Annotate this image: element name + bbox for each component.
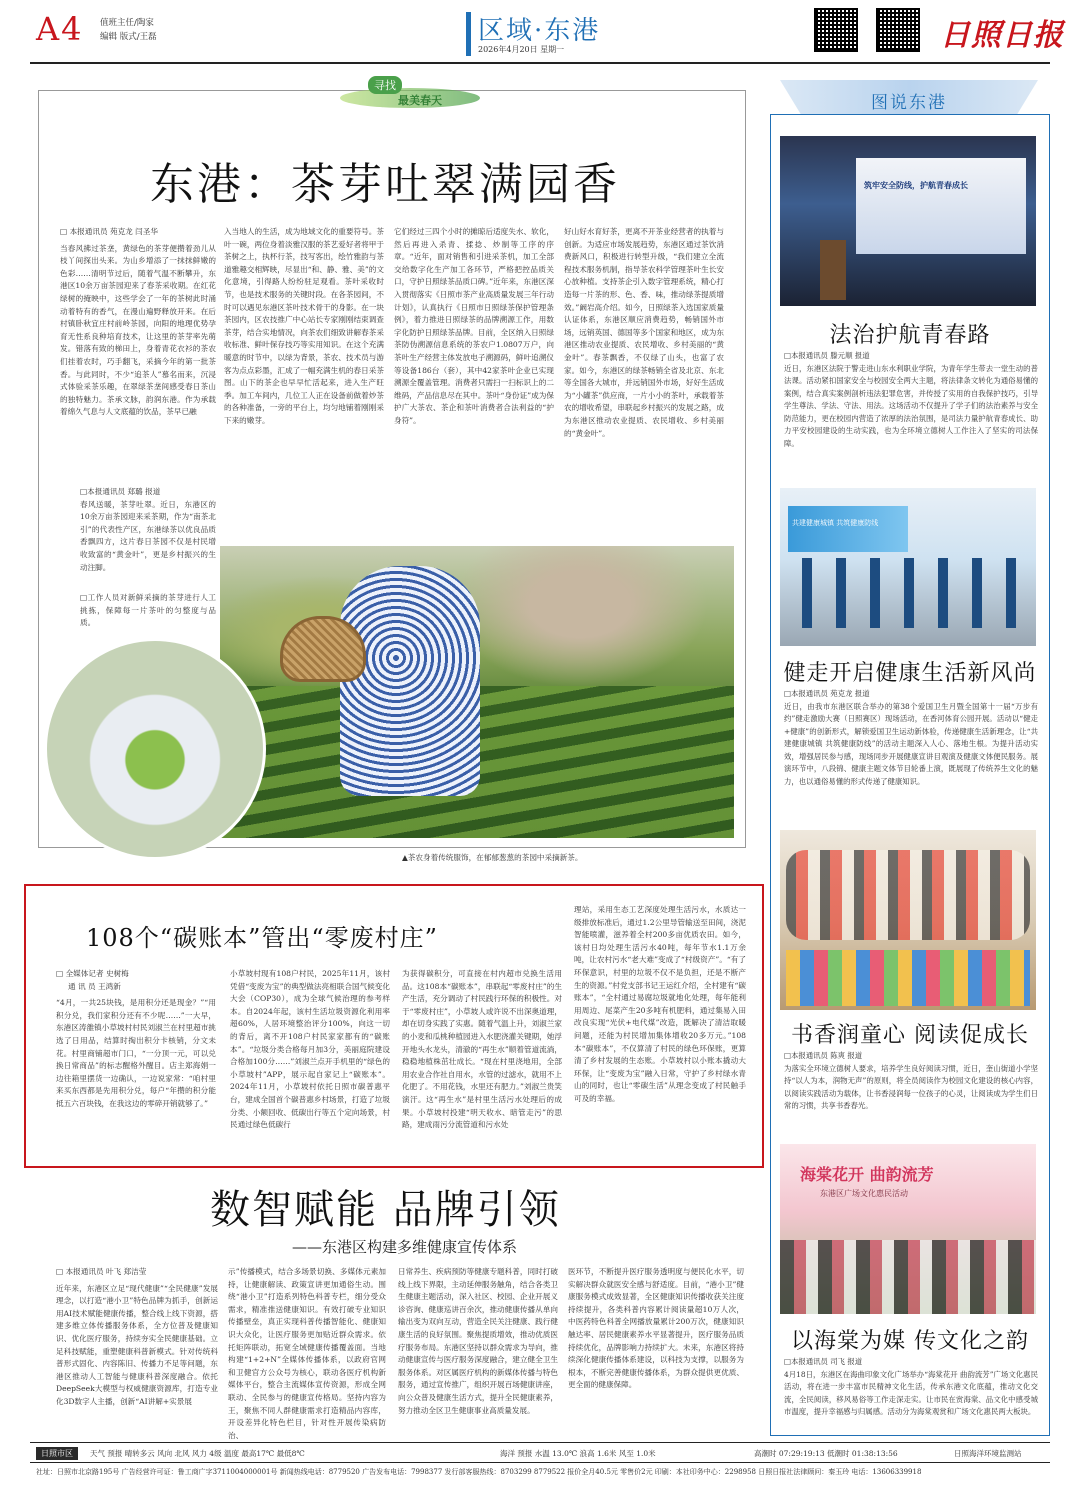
issue-date: 2026年4月20日 星期一: [478, 45, 565, 54]
performers: [790, 558, 1026, 628]
qr-code-1[interactable]: [814, 8, 858, 52]
spring-badge: [340, 72, 480, 116]
photo-caption-a: □本报通讯员 郑璐 报道 春风送暖，茶芽吐翠。近日，东港区的10余万亩茶园迎来采茶期，作为“南茶北引”的代表性产区，东港绿茶以优良品质香飘四方，这片春日茶园不仅是村民增收致富的“黄金叶”，更是乡村振兴的生动注脚。: [80, 487, 216, 572]
feature-text-1: 当春风拂过茶垄，黄绿色的茶芽便攒着劲儿从枝丫间探出头来。为山乡增添了一抹抹鲜嫩的色彩……清明节过后，随着气温不断攀升，东港区10余万亩茶园迎来了春茶采收期。在红花绿树的掩映中，这些学会了一年的茶树此时涌动着特有的香气，在漫山遍野释放开来。在后村镇卧秋宜庄村前岭茶园，向阳的地理优势孕育无性系良种培育技术，让这里的茶芽率先萌发。错落有致的梯田上，身着青花衣衫的茶农们挂着农时，巧手翻飞，采摘今年的第一批茶香。与此同时，不少“追茶人”慕名而来，沉浸式体验采茶乐趣，在翠绿茶垄间感受春日茶山的独特魅力。茶承文脉，韵润东港。作为承载着绵久气息与人文底蕴的饮品，茶早已融: [60, 243, 216, 417]
health-col-1: [56, 1266, 218, 1430]
feature-text-2: 入当地人的生活，成为地域文化的重要符号。茶叶一碗，两位身着淡雅汉服的茶艺爱好者将甲于茶树之上，执杯行茶，技写客出，绘竹雅韵与茶道雅趣交相辉映，尽显出“和、静、雅、美”的文化意境，引得路人纷纷驻足观看。茶叶采收时节，也是技术服务的关键时段。在各茶园间，不时可以遇见东港区茶叶技术骨干的身影。在一块茶园内，区农技推广中心站长专家刚刚结束调查茶芽，结合实地情况，向茶农们细致讲解春茶采收标准、鲜叶保存技巧等实用知识。在这个充满暖意的时节中，以绿为背景，茶农、技术员与游客为点点彩墨，汇成了一幅充满生机的春日采茶图。山下的茶企也早早忙活起来，进入生产旺季。加工车间内，几位工人正在设备前做着炒茶的各种准备，一旁的平台上，均匀地铺着刚刚采下来的嫩芽。: [224, 227, 384, 425]
sidebar-title-4: 以海棠为媒 传文化之韵: [791, 1329, 1029, 1354]
footer: [30, 1442, 1050, 1492]
health-text-4: 医环节，不断提升医疗服务透明度与便民化水平，切实解决群众就医安全感与舒适度。目前，“港小卫”健康服务模式成效显著，全区健康知识传播收获关注度持续提升，各类科普内容累计阅读量超10万人次，中医药特色科普全网播放量累计200万次，健康知识触达率、居民健康素养水平显著提升，医疗服务品质持续优化，品牌影响力持续扩大。未来，东港区将持续深化健康传播体系建设，以科技为支撑，以服务为根本，不断完善健康传播体系，为群众提供更优质、更全面的健康保障。: [568, 1267, 744, 1390]
carbon-text-1: “4月，一共25块钱，是用积分还是现金？”“用积分兑，我们家积分还有不少呢……”一大早，东港区涛雒镇小草坡村村民刘淑兰在村里超市挑选了日用品，结算时掏出积分卡核销，分文未花。村里商铺超市门口，“一分顶一元，可以兑换日常商品”的标志醒格外醒目。店主郑海娟一边往箱里摆货一边确认，一边说家常：“咱村里来买东西都是先用积分兑，每户“年攒的积分能抵五六百块钱，在我这边的零碎开销就够了。”: [56, 998, 216, 1108]
photo-caption-main: ▲茶农身着传统服饰，在郁郁葱葱的茶园中采摘新茶。: [402, 853, 583, 862]
tea-basket: [280, 616, 366, 682]
sidebar-text-1: [784, 350, 1038, 478]
feature-title: 东港：茶芽吐翠满园香: [150, 159, 620, 210]
feature-col-2: [224, 226, 384, 488]
stage-screen: [856, 158, 1026, 254]
sidebar-text-4: [784, 1356, 1038, 1432]
health-col-2: [228, 1266, 386, 1440]
editor-line-1: 值班主任/陶家: [100, 18, 154, 28]
section-title: 区域·东港: [478, 16, 601, 46]
carbon-text-2: 小草坡村现有108户村民，2025年11月，该村凭借“变废为宝”的典型做法亮相联合国气候变化大会（COP30），成为全球气候治理的参考样本。自2024年起，该村生活垃圾资源化利用率超60%，人居环境整治评分100%，向这一切的背后，离不开108户村民家家都有的“碳账本”。“垃圾分类合格每月加3分，美丽庭院建设合格加100分……”刘淑兰点开手机里的“绿色的小草坡村”APP，展示起自家记上“碳账本”。2024年11月，小草坡村依托日照市碳普惠平台，建成全国首个碳普惠乡村场景，打造了垃圾分类、小额回收、低碳出行等五个定向场景，村民通过绿色低碳行: [230, 969, 390, 1130]
event-banner-text: 共建健康城镇 共筑健康防线: [792, 519, 879, 527]
carbon-col-3: [402, 968, 562, 1156]
monitor-station: 日照海洋环境监测站: [954, 1449, 1022, 1458]
sidebar-photo-reading: [780, 830, 1036, 1010]
poster-subtitle: 东港区广场文化惠民活动: [820, 1189, 908, 1198]
feature-text-4: 好山好水育好茶，更离不开茶业经营者的执着与创新。为适应市场发展趋势，东港区通过茶饮消费新风口，积极进行转型升级，“我们建立全流程技术服务机制，指导茶农科学管理茶叶生长安心放种植。支持茶企引入数字管理系统，精心打造每一片茶的形、色、香、味，推动绿茶提质增效。”阚岩高介绍。如今，日照绿茶入选国家质量认证体系，东港区顺应消费趋势，畅销国外市场，远销英国、德国等多个国家和地区，成为东港区推动农业提质、农民增收、乡村美丽的“黄金叶”。春茶飘香，不仅绿了山头，也富了农家。如今，东港区的绿茶畅销全省及北京、东北等全国各大城市，并远销国外市场，好好生活成为“小罐茶”供应商，一片小小的茶叶，承载着茶农的增收希望，串联起乡村振兴的发展之路，成为东港区推动农业提质、农民增收、乡村美丽的“黄金叶”。: [564, 227, 724, 438]
sidebar-body-2: 近日，由我市东港区联合举办的第38个爱国卫生月暨全国第十一届“万步有约”健走激励大赛（日照赛区）现场活动，在香河体育公园开展。活动以“健走+健康”的创新形式，解锁爱国卫生运动新体验，传递健康生活新理念，让“共建健康城镇 共筑健康防线”的活动主题深入人心、落地生根。为提升活动实效，增强居民参与感，现场同步开展健康宣讲目观演及健康文体便民服务。展演环节中，八段锦、健康主题文体节目轮番上演，既展现了传统养生文化的魅力，也以通俗易懂的形式传递了健康知识。: [784, 701, 1038, 786]
badge-top: 寻找: [368, 76, 402, 94]
tide-times: 高潮时 07:29:19:13 低潮时 01:38:13:56: [754, 1449, 898, 1458]
editor-line-2: 编辑 版式/王磊: [100, 32, 157, 42]
sidebar-byline-3: □本报通讯员 陈爽 报道: [784, 1051, 863, 1060]
feature-col-4: [564, 226, 724, 488]
footer-rule: [30, 1442, 1050, 1443]
carbon-text-3: 为获得碳积分，可直接在村内超市兑换生活用品。这108本“碳账本”，串联起“零废村庄”的生产生活，充分调动了村民践行环保的积极性。对于“零废村庄”，小草坡人或许说不出深奥道理，却在切身实践了实惠。随着气温上升，刘淑兰家的小麦和瓜桃种植园进入水肥浇灌关键期，她浮开地头水龙头，清澈的“再生水”顺着管道流淌，稳稳地植株茁壮成长。“现在村里浇地用，全部用农业合作社自用水，水管的过滤水，就用不上化肥了。不用花钱，水里还有肥力。”刘淑兰贵笑演汗。这“再生水”是村里生活污水处理后的成果。小草坡村投建“明天收水、暗管走污”的思路，建成雨污分流管道和污水处: [402, 969, 562, 1130]
feature-byline: □ 本报通讯员 苑克龙 闫圣华: [60, 227, 158, 236]
carbon-text-4: 理站，采用生态工艺深度处理生活污水，水质达一级排放标准后，通过1.2公里导管输送至田间，浇泥智能喷灌，滋养着全村200多亩优质农田。如今，该村日均处理生活污水40吨，每年节水1.1万余吨，让农村污水“老大难”变成了“村级资产”。“有了环保意识，村里的垃圾不仅不是负担，还是不断产生的资源。”村党支部书记王运红介绍，全村建有“碳账本”，“全村通过易腐垃圾就地化处理，每年能利用周边、尾菜产生20多吨有机肥料，通过集易入田改良实现“光伏+电代煤”改造，既解决了清洁取暖问题，还能为村民增加集体增收20多万元。”108本“碳账本”，不仅算清了村民的绿色环保账，更算清了乡村发展的生态账。小草坡村以小账本撬动大环保，让“变废为宝”融入日常，守护了乡村绿水青山的同时，也让“零碳生活”从理念变成了村民触手可及的幸福。: [574, 905, 746, 1103]
footer-label: 日照市区: [36, 1447, 78, 1460]
sidebar-byline-1: □本报通讯员 滕元顺 报道: [784, 351, 870, 360]
section-bar: [466, 12, 471, 56]
sidebar-text-2: [784, 688, 1038, 830]
header-rule: [30, 62, 1050, 64]
tea-picking-photo: [220, 546, 734, 838]
badge-bottom: 最美春天: [398, 94, 442, 107]
feature-col-1: [60, 226, 216, 488]
feature-text-3: 它们经过三四个小时的摊晾后适度失水、软化，然后再进入杀青、揉捻、炒制等工序的序章。“近年，面对销售和引进采茶机，加工全部交给数字化生产加工各环节，严格把控品质关口，守护日照绿茶品质口碑。”近年来，东港区深入贯彻落实《日照市茶产业高质量发展三年行动计划》，认真执行《日照市日照绿茶保护管理条例》，着力推进日照绿茶的品牌溯源工作，用数字化防护日照绿茶品牌。目前，全区纳入日照绿茶防伪溯源信息系统的茶农户1.0807万户，向茶叶生产经营主体发放电子溯源码，鲜叶追溯仪等设备186台（套），其中42家茶叶企业已实现溯源全覆盖管理。消费者只需扫一扫标识上的二维码，产品信息尽在其中。茶叶“身份证”成为保护广大茶农、茶企和茶叶消费者合法利益的“护身符”。: [394, 227, 554, 425]
sidebar-byline-2: □本报通讯员 苑克龙 报道: [784, 689, 870, 698]
footer-rule-2: [30, 1462, 1050, 1463]
sidebar-byline-4: □本报通讯员 司飞 报道: [784, 1357, 863, 1366]
carbon-byline-1: □ 全媒体记者 史树梅: [56, 969, 129, 978]
feature-col-3: [394, 226, 554, 488]
sidebar-title-2: 健走开启健康生活新风尚: [783, 661, 1037, 686]
health-col-3: [398, 1266, 558, 1430]
health-col-4: [568, 1266, 744, 1430]
carbon-col-2: [230, 968, 390, 1156]
health-subtitle: ——东港区构建多维健康宣传体系: [292, 1238, 518, 1256]
carbon-title: 108个“碳账本”管出“零废村庄”: [86, 924, 438, 952]
sea-forecast: 海洋 预报 水温 13.0℃ 浪高 1.6米 风至 1.0米: [500, 1449, 656, 1458]
stage-screen-title: 筑牢安全防线，护航青春成长: [864, 181, 968, 190]
carbon-col-1: [56, 968, 216, 1156]
crowd: [780, 1240, 1036, 1314]
sidebar-photo-walk: [780, 488, 1036, 646]
podium: [820, 240, 846, 300]
sidebar-photo-law: [780, 136, 1036, 306]
sidebar-photo-begonia: [780, 1144, 1036, 1314]
poster-title: 海棠花开 曲韵流芳: [800, 1165, 934, 1184]
weather-forecast: 天气 预报 晴转多云 风向 北风 风力 4级 温度 最高17℃ 最低8℃: [90, 1449, 305, 1458]
sidebar-body-3: 为落实全环境立德树人要求，培养学生良好阅读习惯，近日，奎山街道小学坚持“以人为本，润物无声”的原则，将全员阅读作为校园文化建设的核心内容，以阅读实践活动为载体，让书香浸润每一位孩子的心灵，让阅读成为学生们日常的习惯，共享书香春光。: [784, 1063, 1038, 1110]
carbon-byline-2: 通 讯 员 王鸿新: [68, 981, 121, 991]
event-banner: [788, 506, 908, 552]
carbon-col-4: [574, 904, 746, 1156]
book-table: [786, 950, 1030, 1006]
children-group: [786, 850, 1030, 940]
sidebar-body-4: 4月18日，东港区在海曲印象文化广场举办“海棠花开 曲韵流芳”广场文化惠民活动，将在进一步丰富市民精神文化生活，传承东港文化底蕴，推动文化交流，全民阅读，移风易俗等工作走深走实。让市民在赏海棠、品文化中感受城市温度，提升幸福感与归属感。活动分为海棠观赏和广场文化惠民两大板块。: [784, 1369, 1038, 1416]
sidebar: [770, 80, 1050, 1436]
newspaper-logo: 日照日报: [940, 18, 1064, 53]
publisher-info: 社址：日照市北京路195号 广告经营许可证：鲁工商广字3711004000001号 新闻热线电话：8779520 广告发布电话：7998377 发行部客服热线：8703299 8779522 报价全月40.5元 零售价2元 印刷：本社印务中心：2298958 日照日报社法律顾问：秦玉玲 电话：13606339918: [36, 1468, 922, 1476]
tea-picker-figure: [340, 566, 480, 796]
sidebar-body-1: 近日，东港区法院于警走进山东水利职业学院，为青年学生带去一堂生动的普法课。活动紧扣国家安全与校园安全两大主题，将法律条文转化为通俗易懂的案例，结合真实案例剖析违法犯罪危害，并传授了实用的自我保护技巧，引导学生尊法、学法、守法、用法。这场活动不仅提升了学子们的法治素养与安全防范能力，更在校园内营造了浓厚的法治氛围，是司法力量护航青春成长、助力平安校园建设的生动实践，也为全环境立德树人工作注入了坚实的司法保障。: [784, 363, 1038, 448]
page-number: A4: [36, 10, 84, 48]
health-byline: □ 本报通讯员 叶飞 郑洁莹: [56, 1267, 147, 1276]
tea-hands-photo: [44, 638, 266, 860]
photo-caption-b: □工作人员对新鲜采摘的茶芽进行人工挑拣，保障每一片茶叶的匀整度与品质。: [80, 593, 216, 628]
masthead: [0, 0, 1080, 70]
sidebar-text-3: [784, 1050, 1038, 1138]
qr-code-2[interactable]: [876, 8, 920, 52]
health-text-2: 示”传播模式，结合多场景切换、多媒体元素加持，让健康解读、政策宣讲更加通俗生动。围绕“港小卫”打造系列特色科普专栏，细分受众需求，精准推送健康知识。有效打破专业知识传播壁垒，真正实现科普传播智能化、健康知识大众化，让医疗服务更加贴近群众需求。依托矩阵联动，拓宽全域健康传播覆盖面。当地构建“1+2+N”全媒体传播体系，以政府官网和卫健官方公众号为核心，联动各医疗机构新媒体平台，整合主流媒体宣传资源，形成全网联动、全民参与的健康宣传格局。坚持内容为王，聚焦不同人群健康需求打造精品内容库，开设差异化特色栏目，针对性开展传染病防治、: [228, 1267, 386, 1440]
sidebar-header: 图说东港: [871, 93, 947, 113]
health-title: 数智赋能 品牌引领: [210, 1187, 561, 1233]
health-text-1: 近年来，东港区立足“现代健康”“全民健康”发展理念，以打造“港小卫”特色品牌为抓手，创新运用AI技术赋能健康传播，整合线上线下资源，搭建多维立体传播服务体系，全方位普及健康知识、优化医疗服务，持续夯实全民健康基础。立足科技赋能，重塑健康科普新模式。针对传统科普形式固化、内容陈旧、传播力不足等问题，东港区推动人工智能与健康科普深度融合。依托DeepSeek大模型与权威健康资源库，打造专业化3D数字人主播，创新“AI讲解+实景展: [56, 1283, 218, 1406]
sidebar-title-1: 法治护航青春路: [829, 323, 991, 348]
sidebar-title-3: 书香润童心 阅读促成长: [791, 1023, 1029, 1048]
health-text-3: 日常养生、疾病预防等健康专题科普，同时打破线上线下界限，主动延伸服务触角，结合各类卫生健康主题活动，深入社区、校园、企业开展义诊咨询、健康巡讲百余次，推动健康传播从单向输出变为双向互动，营造全民关注健康、践行健康生活的良好氛围。聚焦提质增效，推动优质医疗服务布局。东港区坚持以群众需求为导向，推动健康宣传与医疗服务深度融合，建立健全卫生服务体系。对区属医疗机构的新媒体传播与特色服务，通过宣传推广，组织开展百场健康讲座，向公众普及健康生活方式，提升全民健康素养，努力推动全区卫生健康事业高质量发展。: [398, 1267, 558, 1415]
